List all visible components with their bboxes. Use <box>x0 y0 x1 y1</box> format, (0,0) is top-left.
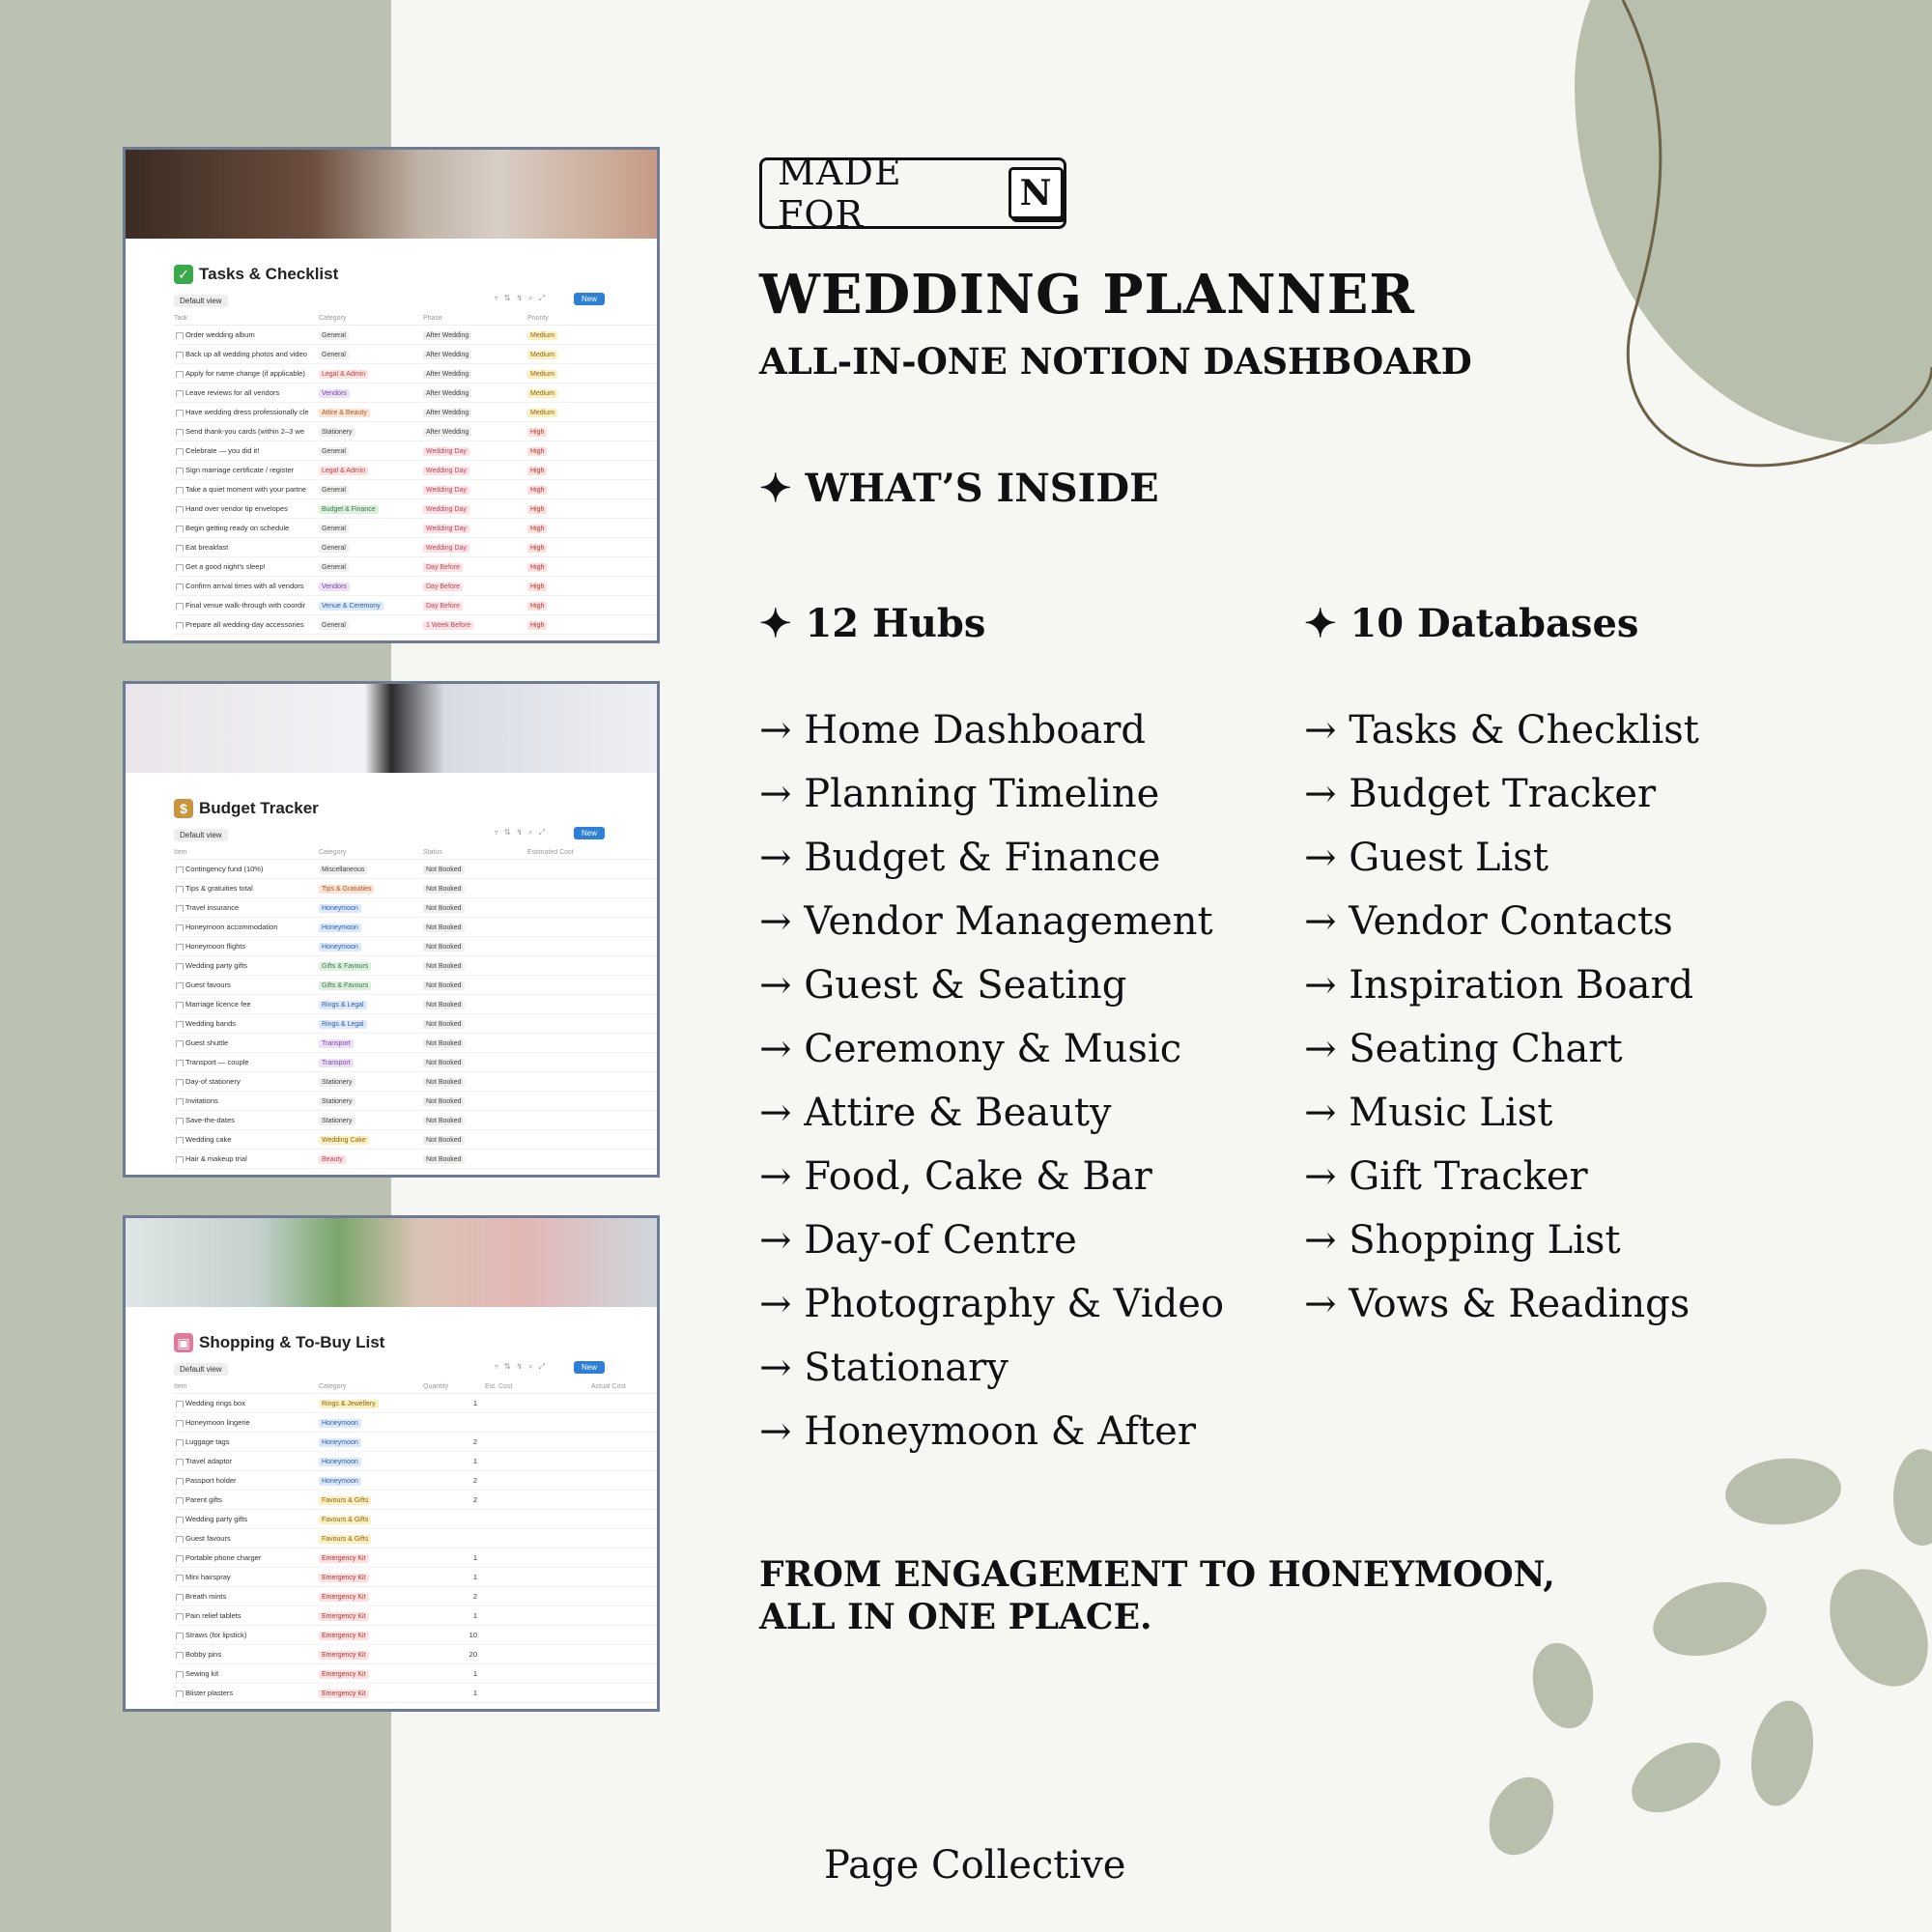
tag: Miscellaneous <box>319 866 367 874</box>
row-title: Leave reviews for all vendors <box>174 388 319 397</box>
tag: High <box>527 563 547 572</box>
tag: Legal & Admin <box>319 370 368 379</box>
row-title: Transport — couple <box>174 1058 319 1066</box>
table-row[interactable] <box>174 403 657 422</box>
list-item: → Vendor Contacts <box>1304 899 1673 944</box>
table-row[interactable] <box>174 956 657 976</box>
table-header: Item Category Status Estimated Cost <box>174 846 657 860</box>
tag: Day Before <box>423 582 463 591</box>
row-title: Begin getting ready on schedule <box>174 524 319 532</box>
page-title: WEDDING PLANNER <box>759 263 1415 327</box>
tag: Wedding Day <box>423 505 469 514</box>
table-row[interactable] <box>174 1587 657 1606</box>
quantity-cell: 1 <box>472 1573 477 1581</box>
tag: Transport <box>319 1059 354 1067</box>
table-row[interactable] <box>174 1471 657 1491</box>
shopping-bags-icon: ▣ <box>174 1333 193 1352</box>
tag: Stationery <box>319 1078 355 1087</box>
list-item: → Food, Cake & Bar <box>759 1154 1152 1199</box>
table-row[interactable] <box>174 480 657 499</box>
brand-name: Page Collective <box>824 1843 1126 1888</box>
tag: After Wedding <box>423 409 471 417</box>
tag: Vendors <box>319 389 350 398</box>
table-row[interactable] <box>174 1130 657 1150</box>
row-title: Travel adaptor <box>174 1457 319 1465</box>
table-row[interactable] <box>174 499 657 519</box>
row-title: Tips & gratuities total <box>174 884 319 893</box>
quantity-cell: 2 <box>472 1495 477 1504</box>
row-title: Take a quiet moment with your partne <box>174 485 319 494</box>
table-row[interactable] <box>174 937 657 956</box>
tag: Honeymoon <box>319 1438 361 1447</box>
tag: After Wedding <box>423 331 471 340</box>
row-title: Day-of stationery <box>174 1077 319 1086</box>
row-title: Confirm arrival times with all vendors <box>174 582 319 590</box>
row-title: Pain relief tablets <box>174 1611 319 1620</box>
table-row[interactable] <box>174 1014 657 1034</box>
tag: Not Booked <box>423 1059 465 1067</box>
tag: Medium <box>527 370 557 379</box>
table-row[interactable] <box>174 898 657 918</box>
list-item: → Attire & Beauty <box>759 1091 1112 1135</box>
tag: General <box>319 351 349 359</box>
row-title: Back up all wedding photos and video <box>174 350 319 358</box>
row-title: Passport holder <box>174 1476 319 1485</box>
tag: High <box>527 486 547 495</box>
tag: Not Booked <box>423 962 465 971</box>
decorative-pebble <box>1722 1454 1843 1529</box>
list-item: → Budget Tracker <box>1304 772 1657 816</box>
row-title: Wedding party gifts <box>174 1515 319 1523</box>
decorative-pebble <box>1477 1767 1566 1865</box>
quantity-cell: 1 <box>472 1399 477 1407</box>
table-row[interactable] <box>174 1684 657 1703</box>
tag: Rings & Legal <box>319 1020 367 1029</box>
row-title: Honeymoon lingerie <box>174 1418 319 1427</box>
tag: Honeymoon <box>319 904 361 913</box>
tag: Honeymoon <box>319 1458 361 1466</box>
table-row[interactable] <box>174 345 657 364</box>
tag: Not Booked <box>423 1020 465 1029</box>
new-button[interactable]: New <box>574 293 605 305</box>
hero-image <box>126 684 657 773</box>
table-header: Task Category Phase Priority <box>174 312 657 326</box>
new-button[interactable]: New <box>574 827 605 839</box>
toolbar-icons[interactable]: ▿⇅↯⌕⤢ <box>494 294 551 302</box>
table-row[interactable] <box>174 1413 657 1433</box>
toolbar-icons[interactable]: ▿⇅↯⌕⤢ <box>494 1362 551 1371</box>
tag: Not Booked <box>423 1078 465 1087</box>
tag: Beauty <box>319 1155 346 1164</box>
list-item: → Budget & Finance <box>759 836 1161 880</box>
tasks-screenshot-card <box>123 147 660 643</box>
tag: Not Booked <box>423 1001 465 1009</box>
view-tab[interactable]: Default view <box>174 1363 228 1376</box>
whats-inside-heading: ✦ WHAT’S INSIDE <box>759 466 1159 511</box>
quantity-cell: 1 <box>472 1611 477 1620</box>
table-row[interactable] <box>174 441 657 461</box>
table-row[interactable] <box>174 1568 657 1587</box>
table-row[interactable] <box>174 326 657 345</box>
row-title: Order wedding album <box>174 330 319 339</box>
quantity-cell: 10 <box>469 1631 477 1639</box>
table-row[interactable] <box>174 384 657 403</box>
table-row[interactable] <box>174 538 657 557</box>
table-row[interactable] <box>174 577 657 596</box>
decorative-pebble <box>1645 1571 1776 1668</box>
tag: Not Booked <box>423 1097 465 1106</box>
row-title: Celebrate — you did it! <box>174 446 319 455</box>
tag: High <box>527 505 547 514</box>
list-item: → Shopping List <box>1304 1218 1621 1263</box>
row-title: Marriage licence fee <box>174 1000 319 1009</box>
tag: Not Booked <box>423 923 465 932</box>
tag: General <box>319 621 349 630</box>
row-title: Eat breakfast <box>174 543 319 552</box>
list-item: → Music List <box>1304 1091 1553 1135</box>
tag: General <box>319 447 349 456</box>
decorative-pebble <box>1810 1551 1932 1704</box>
list-item: → Vows & Readings <box>1304 1282 1690 1326</box>
tag: Tips & Gratuities <box>319 885 374 894</box>
tag: Emergency Kit <box>319 1690 369 1698</box>
tag: Not Booked <box>423 1136 465 1145</box>
view-tab[interactable]: Default view <box>174 829 228 841</box>
tag: High <box>527 428 547 437</box>
tag: Not Booked <box>423 866 465 874</box>
table-row[interactable] <box>174 879 657 898</box>
row-title: Get a good night's sleep! <box>174 562 319 571</box>
table-header: Item Category Quantity Est. Cost Actual Cost <box>174 1380 657 1394</box>
hubs-list <box>759 703 1224 1468</box>
tag: Not Booked <box>423 904 465 913</box>
tag: Gifts & Favours <box>319 962 371 971</box>
row-title: Honeymoon flights <box>174 942 319 951</box>
tag: High <box>527 621 547 630</box>
tag: Vendors <box>319 582 350 591</box>
card-title: $ Budget Tracker <box>174 798 657 819</box>
tag: General <box>319 563 349 572</box>
card-title: ✓ Tasks & Checklist <box>174 264 657 285</box>
list-item: → Tasks & Checklist <box>1304 708 1699 753</box>
tag: Medium <box>527 389 557 398</box>
list-item: → Stationary <box>759 1346 1009 1390</box>
tag: Favours & Gifts <box>319 1516 371 1524</box>
table-row[interactable] <box>174 1072 657 1092</box>
tag: Medium <box>527 409 557 417</box>
tag: General <box>319 486 349 495</box>
tag: Stationery <box>319 1117 355 1125</box>
quantity-cell: 1 <box>472 1553 477 1562</box>
made-for-notion-badge: MADE FOR N <box>759 157 1066 229</box>
tag: Emergency Kit <box>319 1670 369 1679</box>
tag: Venue & Ceremony <box>319 602 384 611</box>
hero-image <box>126 150 657 239</box>
row-title: Honeymoon accommodation <box>174 923 319 931</box>
row-title: Mini hairspray <box>174 1573 319 1581</box>
notion-logo-icon: N <box>1009 167 1064 219</box>
tag: Honeymoon <box>319 943 361 952</box>
tag: High <box>527 544 547 553</box>
tag: High <box>527 467 547 475</box>
tag: High <box>527 602 547 611</box>
table-row[interactable] <box>174 1645 657 1664</box>
table-row[interactable] <box>174 1510 657 1529</box>
tag: Not Booked <box>423 1155 465 1164</box>
table-row[interactable] <box>174 1548 657 1568</box>
row-title: Luggage tags <box>174 1437 319 1446</box>
tag: Emergency Kit <box>319 1612 369 1621</box>
row-title: Breath mints <box>174 1592 319 1601</box>
new-button[interactable]: New <box>574 1361 605 1374</box>
table-row[interactable] <box>174 1626 657 1645</box>
decorative-pebble <box>1893 1449 1932 1546</box>
money-bag-icon: $ <box>174 799 193 818</box>
checkmark-icon: ✓ <box>174 265 193 284</box>
tag: Honeymoon <box>319 923 361 932</box>
tag: High <box>527 447 547 456</box>
row-title: Prepare all wedding-day accessories <box>174 620 319 629</box>
table-row[interactable] <box>174 1606 657 1626</box>
tag: After Wedding <box>423 428 471 437</box>
table-row[interactable] <box>174 1452 657 1471</box>
tag: Transport <box>319 1039 354 1048</box>
tag: Wedding Day <box>423 467 469 475</box>
table-row[interactable] <box>174 976 657 995</box>
hero-image <box>126 1218 657 1307</box>
row-title: Wedding cake <box>174 1135 319 1144</box>
decorative-pebble <box>1620 1728 1733 1827</box>
quantity-cell: 1 <box>472 1669 477 1678</box>
databases-heading: ✦ 10 Databases <box>1304 601 1639 646</box>
tag: Gifts & Favours <box>319 981 371 990</box>
table-row[interactable] <box>174 860 657 879</box>
table-row[interactable] <box>174 1394 657 1413</box>
row-title: Invitations <box>174 1096 319 1105</box>
tag: General <box>319 544 349 553</box>
list-item: → Honeymoon & After <box>759 1409 1196 1454</box>
tag: Wedding Day <box>423 544 469 553</box>
table-row[interactable] <box>174 1150 657 1169</box>
tag: Not Booked <box>423 885 465 894</box>
table-row[interactable] <box>174 1034 657 1053</box>
row-title: Wedding bands <box>174 1019 319 1028</box>
shopping-screenshot-card <box>123 1215 660 1712</box>
tag: Emergency Kit <box>319 1632 369 1640</box>
table-row[interactable] <box>174 1433 657 1452</box>
tag: Rings & Jewellery <box>319 1400 379 1408</box>
quantity-cell: 2 <box>472 1437 477 1446</box>
list-item: → Gift Tracker <box>1304 1154 1588 1199</box>
quantity-cell: 2 <box>472 1476 477 1485</box>
card-title: ▣ Shopping & To-Buy List <box>174 1332 657 1353</box>
tag: Rings & Legal <box>319 1001 367 1009</box>
tag: Budget & Finance <box>319 505 379 514</box>
list-item: → Planning Timeline <box>759 772 1160 816</box>
row-title: Portable phone charger <box>174 1553 319 1562</box>
list-item: → Vendor Management <box>759 899 1213 944</box>
table-row[interactable] <box>174 1491 657 1510</box>
quantity-cell: 1 <box>472 1457 477 1465</box>
tag: Stationery <box>319 1097 355 1106</box>
view-tab[interactable]: Default view <box>174 295 228 307</box>
table-row[interactable] <box>174 519 657 538</box>
row-title: Guest shuttle <box>174 1038 319 1047</box>
tag: After Wedding <box>423 351 471 359</box>
table-row[interactable] <box>174 1111 657 1130</box>
table-row[interactable] <box>174 1529 657 1548</box>
row-title: Guest favours <box>174 1534 319 1543</box>
row-title: Hair & makeup trial <box>174 1154 319 1163</box>
tag: General <box>319 331 349 340</box>
decorative-pebble <box>1523 1636 1602 1735</box>
list-item: → Ceremony & Music <box>759 1027 1182 1071</box>
tag: High <box>527 525 547 533</box>
list-item: → Inspiration Board <box>1304 963 1694 1008</box>
tag: Attire & Beauty <box>319 409 370 417</box>
tag: Favours & Gifts <box>319 1496 371 1505</box>
list-item: → Guest List <box>1304 836 1548 880</box>
list-item: → Photography & Video <box>759 1282 1225 1326</box>
quantity-cell: 20 <box>469 1650 477 1659</box>
row-title: Sign marriage certificate / register <box>174 466 319 474</box>
decorative-pebble <box>1744 1695 1821 1810</box>
decorative-outline <box>1604 0 1932 502</box>
list-item: → Home Dashboard <box>759 708 1146 753</box>
table-row[interactable] <box>174 1664 657 1684</box>
row-title: Send thank-you cards (within 2–3 we <box>174 427 319 436</box>
toolbar-icons[interactable]: ▿⇅↯⌕⤢ <box>494 828 551 837</box>
tag: Favours & Gifts <box>319 1535 371 1544</box>
quantity-cell: 1 <box>472 1689 477 1697</box>
tag: 1 Week Before <box>423 621 473 630</box>
tag: Honeymoon <box>319 1477 361 1486</box>
page-subtitle: ALL-IN-ONE NOTION DASHBOARD <box>759 340 1472 383</box>
tag: Emergency Kit <box>319 1574 369 1582</box>
row-title: Contingency fund (10%) <box>174 865 319 873</box>
tag: General <box>319 525 349 533</box>
tag: Not Booked <box>423 1039 465 1048</box>
table-row[interactable] <box>174 422 657 441</box>
row-title: Bobby pins <box>174 1650 319 1659</box>
tag: After Wedding <box>423 370 471 379</box>
row-title: Apply for name change (if applicable) <box>174 369 319 378</box>
tag: Wedding Day <box>423 447 469 456</box>
tag: Medium <box>527 331 557 340</box>
row-title: Straws (for lipstick) <box>174 1631 319 1639</box>
tag: After Wedding <box>423 389 471 398</box>
table-row[interactable] <box>174 1053 657 1072</box>
tag: Not Booked <box>423 981 465 990</box>
tagline: FROM ENGAGEMENT TO HONEYMOON, ALL IN ONE PLACE. <box>759 1554 1555 1637</box>
row-title: Have wedding dress professionally cle <box>174 408 319 416</box>
table-row[interactable] <box>174 557 657 577</box>
list-item: → Guest & Seating <box>759 963 1127 1008</box>
tag: Wedding Day <box>423 486 469 495</box>
row-title: Parent gifts <box>174 1495 319 1504</box>
table-row[interactable] <box>174 615 657 635</box>
table-row[interactable] <box>174 995 657 1014</box>
tag: Not Booked <box>423 1117 465 1125</box>
tag: Not Booked <box>423 943 465 952</box>
tag: Day Before <box>423 563 463 572</box>
budget-screenshot-card <box>123 681 660 1178</box>
tag: Legal & Admin <box>319 467 368 475</box>
table-row[interactable] <box>174 918 657 937</box>
tag: Wedding Cake <box>319 1136 369 1145</box>
quantity-cell: 2 <box>472 1592 477 1601</box>
row-title: Wedding rings box <box>174 1399 319 1407</box>
tag: Day Before <box>423 602 463 611</box>
table-row[interactable] <box>174 461 657 480</box>
tag: Emergency Kit <box>319 1651 369 1660</box>
tag: Wedding Day <box>423 525 469 533</box>
row-title: Blister plasters <box>174 1689 319 1697</box>
tag: Emergency Kit <box>319 1554 369 1563</box>
databases-list <box>1304 703 1699 1341</box>
list-item: → Seating Chart <box>1304 1027 1623 1071</box>
hubs-heading: ✦ 12 Hubs <box>759 601 986 646</box>
tag: Emergency Kit <box>319 1593 369 1602</box>
row-title: Save-the-dates <box>174 1116 319 1124</box>
tag: Honeymoon <box>319 1419 361 1428</box>
row-title: Guest favours <box>174 980 319 989</box>
row-title: Travel insurance <box>174 903 319 912</box>
tag: High <box>527 582 547 591</box>
row-title: Sewing kit <box>174 1669 319 1678</box>
row-title: Hand over vendor tip envelopes <box>174 504 319 513</box>
table-row[interactable] <box>174 1092 657 1111</box>
tag: Stationery <box>319 428 355 437</box>
tag: Medium <box>527 351 557 359</box>
row-title: Final venue walk-through with coordir <box>174 601 319 610</box>
list-item: → Day-of Centre <box>759 1218 1077 1263</box>
table-row[interactable] <box>174 364 657 384</box>
table-row[interactable] <box>174 596 657 615</box>
row-title: Wedding party gifts <box>174 961 319 970</box>
